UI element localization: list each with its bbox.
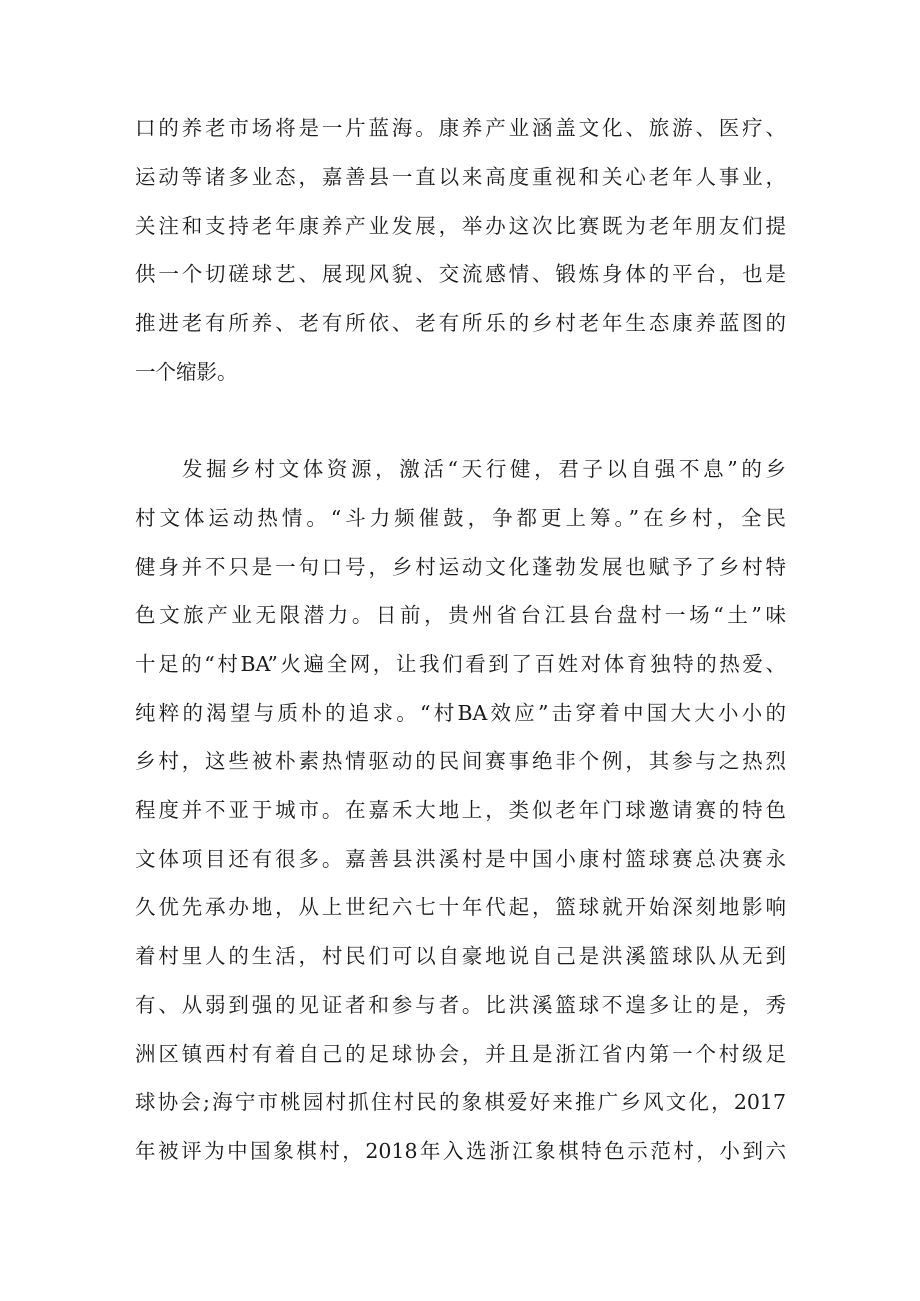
paragraph-line: 色文旅产业无限潜力。日前，贵州省台江县台盘村一场“土”味 [135,603,786,627]
paragraph-line: 久优先承办地，从上世纪六七十年代起，篮球就开始深刻地影响 [135,895,786,919]
paragraph-line: 年被评为中国象棋村，2018年入选浙江象棋特色示范村，小到六 [135,1139,786,1163]
paragraph-line: 有、从弱到强的见证者和参与者。比洪溪篮球不遑多让的是，秀 [135,993,786,1017]
paragraph-line: 纯粹的渴望与质朴的追求。“村BA效应”击穿着中国大大小小的 [135,701,786,725]
paragraph-line: 程度并不亚于城市。在嘉禾大地上，类似老年门球邀请赛的特色 [135,798,786,822]
paragraph-line: 供一个切磋球艺、展现风貌、交流感情、锻炼身体的平台，也是 [135,262,786,286]
paragraph-line: 健身并不只是一句口号，乡村运动文化蓬勃发展也赋予了乡村特 [135,555,786,579]
paragraph-line: 发掘乡村文体资源，激活“天行健，君子以自强不息”的乡 [182,457,786,481]
paragraph-line: 一个缩影。 [135,360,238,384]
paragraph-line: 着村里人的生活，村民们可以自豪地说自己是洪溪篮球队从无到 [135,944,786,968]
paragraph-line: 口的养老市场将是一片蓝海。康养产业涵盖文化、旅游、医疗、 [135,116,786,140]
paragraph-line: 文体项目还有很多。嘉善县洪溪村是中国小康村篮球赛总决赛永 [135,847,786,871]
paragraph-line: 洲区镇西村有着自己的足球协会，并且是浙江省内第一个村级足 [135,1042,786,1066]
paragraph-line: 关注和支持老年康养产业发展，举办这次比赛既为老年朋友们提 [135,214,786,238]
paragraph-line: 运动等诸多业态，嘉善县一直以来高度重视和关心老年人事业， [135,165,786,189]
paragraph-line: 乡村，这些被朴素热情驱动的民间赛事绝非个例，其参与之热烈 [135,749,786,773]
paragraph-line: 村文体运动热情。“斗力频催鼓，争都更上筹。”在乡村，全民 [135,506,786,530]
paragraph-line: 球协会;海宁市桃园村抓住村民的象棋爱好来推广乡风文化，2017 [135,1090,786,1114]
paragraph-line: 推进老有所养、老有所依、老有所乐的乡村老年生态康养蓝图的 [135,311,786,335]
paragraph-line: 十足的“村BA”火遍全网，让我们看到了百姓对体育独特的热爱、 [135,652,786,676]
